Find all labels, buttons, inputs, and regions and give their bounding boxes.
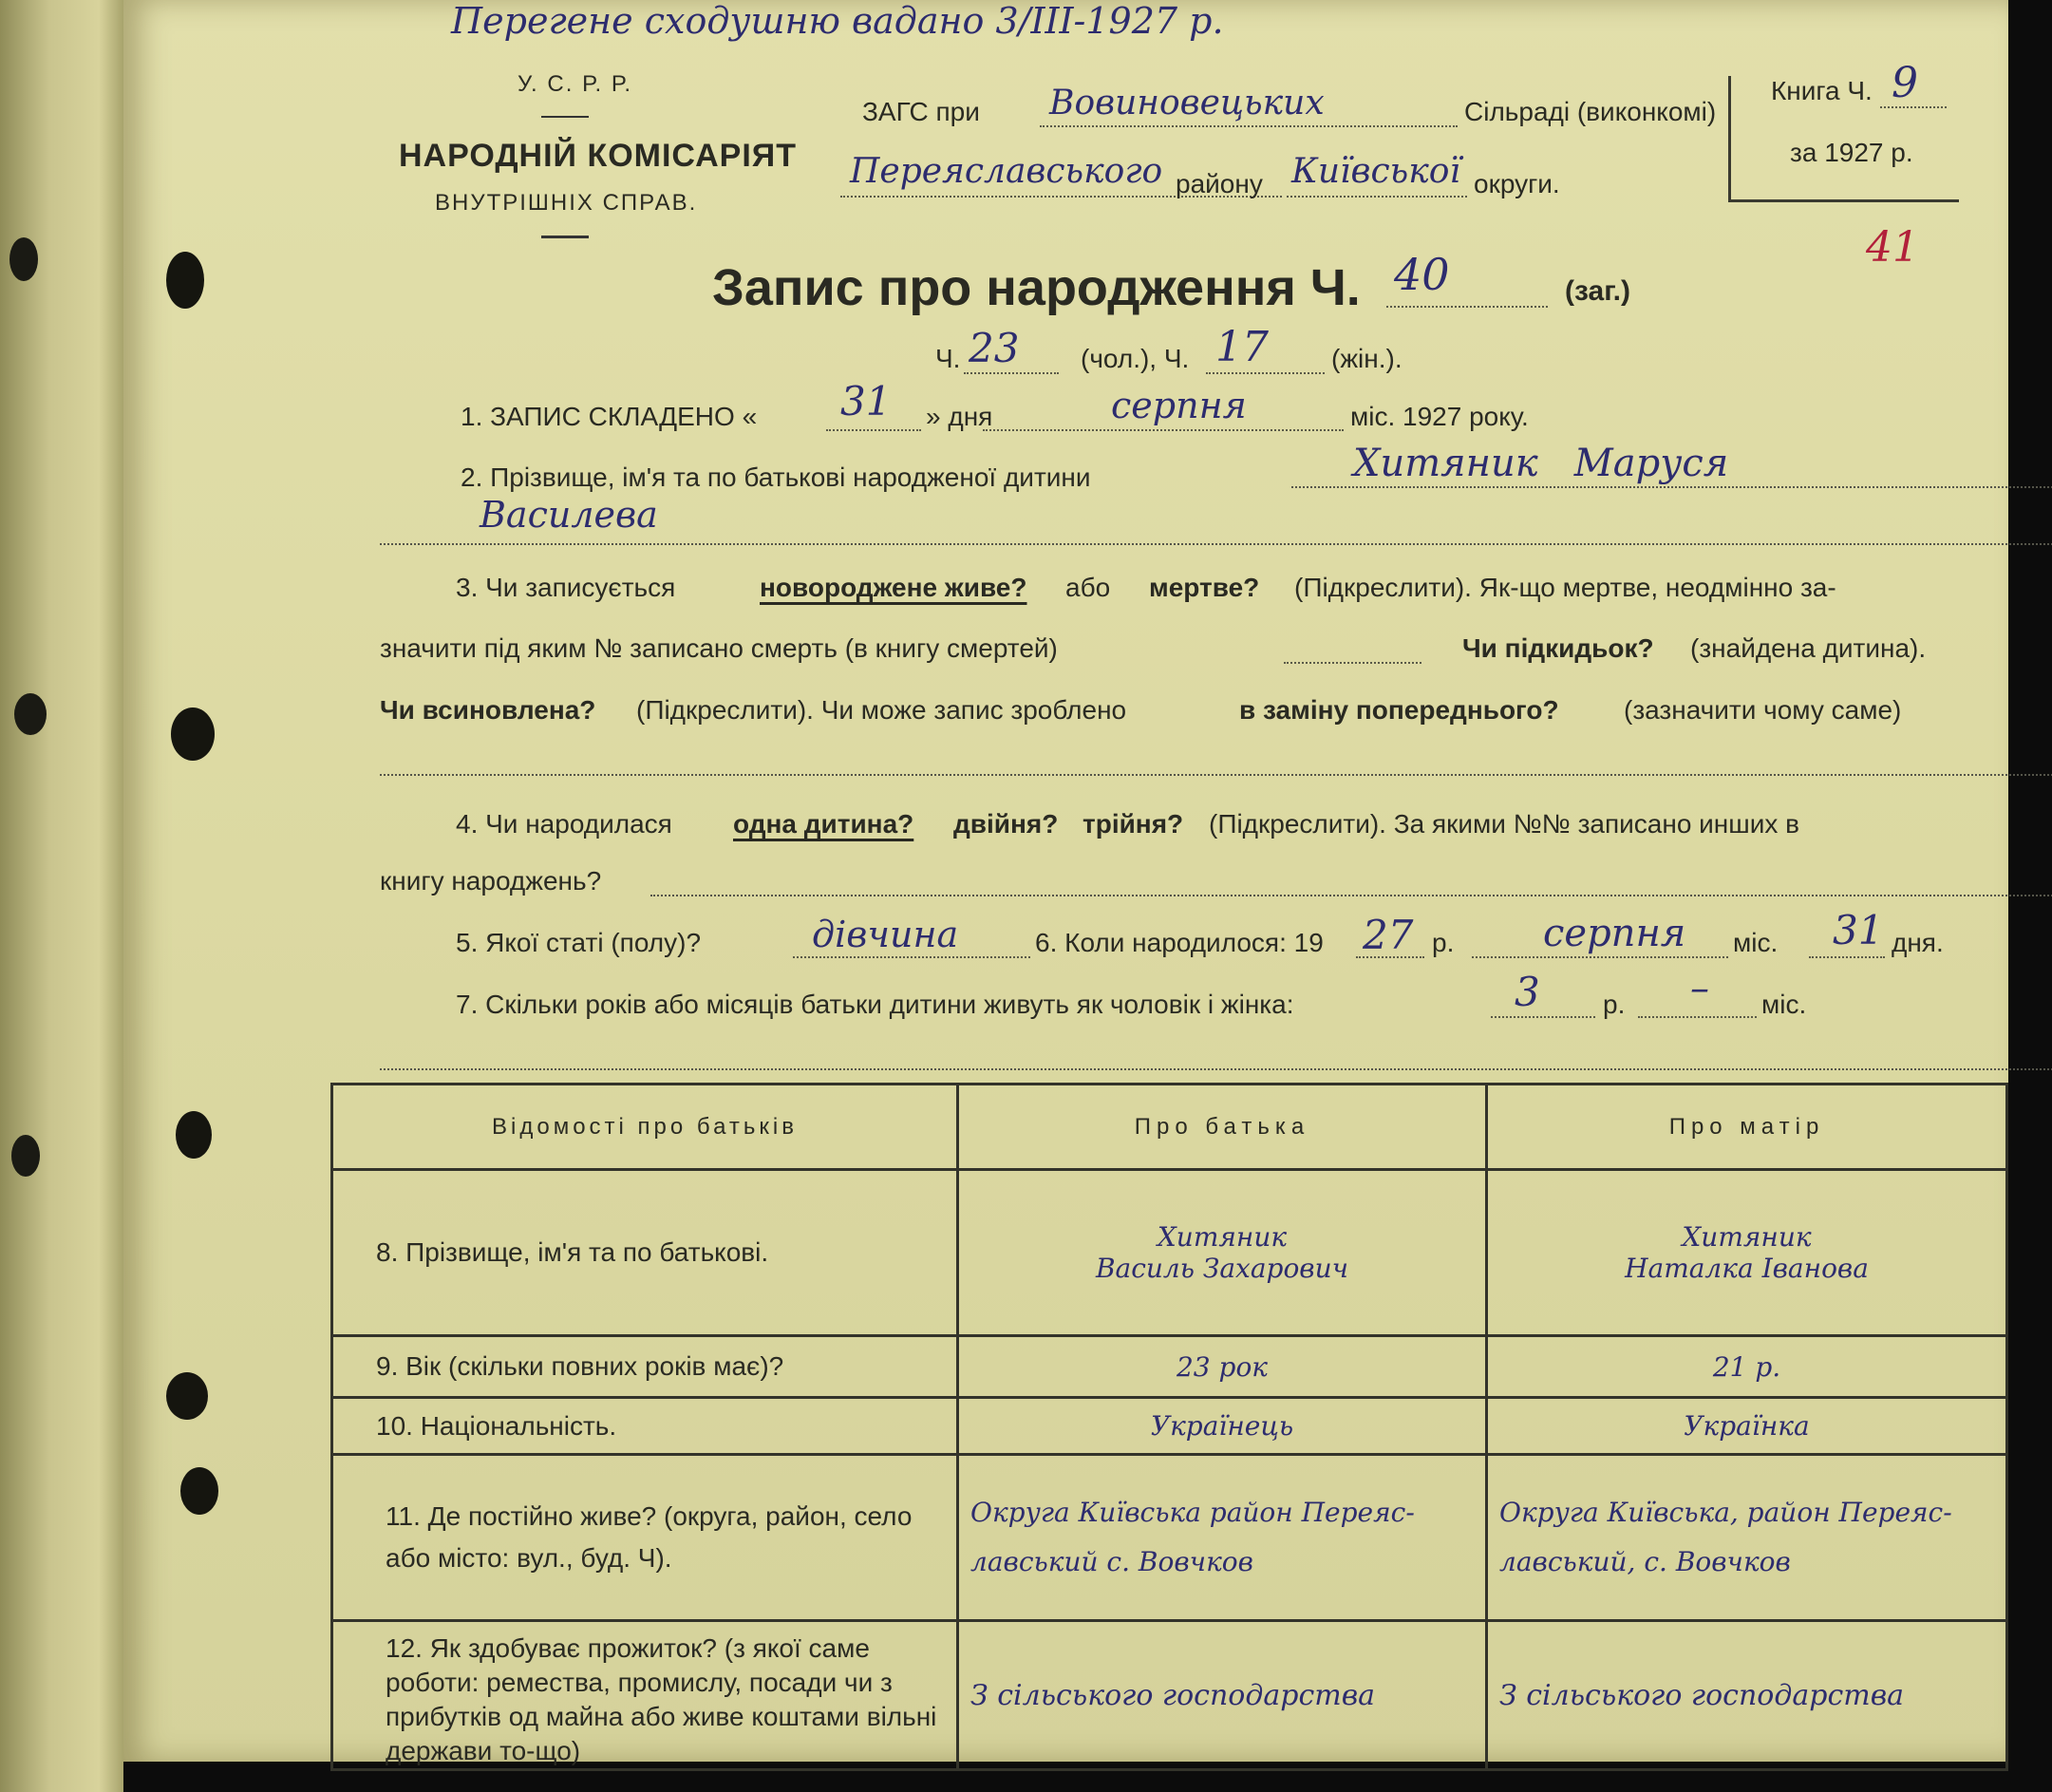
table-row	[332, 1170, 2007, 1336]
document-title: Запис про народження Ч.	[712, 259, 1361, 316]
punch-hole	[14, 693, 47, 735]
field-1-label: 1. ЗАПИС СКЛАДЕНО «	[461, 402, 758, 431]
zags-village-value: Вовиновецьких	[1049, 84, 1325, 123]
punch-hole	[176, 1111, 212, 1159]
table-row	[332, 1336, 2007, 1398]
zags-prefix: ЗАГС при	[862, 97, 980, 126]
male-label: (чол.), Ч.	[1081, 344, 1190, 373]
dotted-line	[380, 1068, 2052, 1070]
field-3-foundling-note: (знайдена дитина).	[1690, 633, 1927, 663]
punch-hole	[11, 1135, 40, 1177]
dotted-line	[1386, 306, 1548, 308]
field-3-text-b: (Підкреслити). Як-що мертве, неодмінно за-	[1294, 573, 1836, 602]
field-3-text-e: (зазначити чому саме)	[1624, 695, 1902, 725]
father-age: 23 рок	[958, 1336, 1487, 1398]
okruha-label: округи.	[1474, 169, 1560, 198]
father-nationality: Українець	[958, 1398, 1487, 1455]
mother-age: 21 р.	[1487, 1336, 2007, 1398]
female-number: 17	[1215, 323, 1269, 371]
commissariat-title: НАРОДНІЙ КОМІСАРІЯТ	[399, 138, 797, 174]
father-given-name: Василь Захарович	[1095, 1253, 1349, 1284]
field-7-years: 3	[1515, 969, 1540, 1015]
father-residence-line2: лавський с. Вовчков	[970, 1546, 1253, 1577]
red-number: 41	[1866, 223, 1919, 272]
dotted-line	[1206, 372, 1325, 374]
field-6-year: 27	[1363, 912, 1414, 958]
punch-hole	[171, 707, 215, 761]
table-header-row	[332, 1085, 2007, 1170]
field-6-r: р.	[1432, 928, 1455, 957]
district-value: Переяславського	[850, 152, 1163, 191]
dotted-line	[1472, 956, 1728, 958]
record-number: 40	[1394, 249, 1450, 300]
field-1-mid: » дня	[926, 402, 993, 431]
dotted-line	[1040, 125, 1458, 127]
punch-hole	[9, 237, 38, 281]
header-mother: Про матір	[1487, 1085, 2007, 1170]
book-label: Книга Ч.	[1771, 76, 1873, 105]
dotted-line	[983, 429, 1344, 431]
field-1-suffix: міс. 1927 року.	[1350, 402, 1529, 431]
header-info: Відомості про батьків	[332, 1085, 958, 1170]
field-5-label: 5. Якої статі (полу)?	[456, 928, 702, 957]
father-residence-line1: Округа Київська район Переяс-	[970, 1497, 1415, 1528]
mother-surname: Хитяник	[1682, 1221, 1812, 1253]
divider	[541, 116, 589, 118]
field-4-triplets: трійня?	[1082, 809, 1184, 839]
male-number: 23	[969, 325, 1020, 371]
row-label: 10. Національність.	[332, 1398, 958, 1455]
mother-occupation: З сільського господарства	[1487, 1621, 2007, 1770]
zags-suffix: Сільраді (виконкомі)	[1464, 97, 1717, 126]
field-7-r: р.	[1603, 990, 1626, 1019]
field-3-or: або	[1065, 573, 1111, 602]
mother-residence-line2: лавський, с. Вовчков	[1499, 1546, 1791, 1577]
punch-hole	[166, 252, 204, 309]
district-label: району	[1176, 169, 1263, 198]
field-4-text-b: (Підкреслити). За якими №№ записано инших в	[1209, 809, 1800, 839]
header-father: Про батька	[958, 1085, 1487, 1170]
row-label: 12. Як здобуває прожиток? (з якої саме роботи: ремества, промислу, посади чи з прибутків од майна або живе коштами вільні держави то-що)	[332, 1621, 958, 1770]
field-6-day: 31	[1833, 907, 1884, 953]
table-row	[332, 1398, 2007, 1455]
dotted-line	[650, 895, 2052, 896]
field-7-months: –	[1690, 967, 1709, 1010]
dotted-line	[1287, 196, 1467, 198]
field-4-intro: 4. Чи народилася	[456, 809, 672, 839]
dotted-line	[964, 372, 1059, 374]
field-4-twins: двійня?	[953, 809, 1059, 839]
field-2-label: 2. Прізвище, ім'я та по батькові народженої дитини	[461, 462, 1091, 492]
female-label: (жін.).	[1331, 344, 1403, 373]
field-6-label: 6. Коли народилося: 19	[1035, 928, 1324, 957]
father-name-cell	[958, 1170, 1487, 1336]
dotted-line	[826, 429, 921, 431]
father-residence-cell	[958, 1455, 1487, 1621]
field-7-mis: міс.	[1761, 990, 1807, 1019]
field-6-dnya: дня.	[1892, 928, 1944, 957]
internal-affairs-label: ВНУТРІШНІХ СПРАВ.	[435, 190, 698, 216]
field-1-day: 31	[840, 378, 892, 424]
field-3-intro: 3. Чи записується	[456, 573, 676, 602]
okruha-value: Київської	[1291, 152, 1460, 191]
mother-nationality: Українка	[1487, 1398, 2007, 1455]
top-handwritten-note: Перегене сходушню вадано 3/ІІІ-1927 р.	[451, 0, 1224, 42]
dotted-line	[1809, 956, 1885, 958]
mother-residence-line1: Округа Київська, район Переяс-	[1499, 1497, 1952, 1528]
field-6-mis: міс.	[1733, 928, 1779, 957]
dotted-line	[1880, 106, 1947, 108]
dotted-line	[1491, 1016, 1595, 1018]
field-3-replace: в заміну попереднього?	[1239, 695, 1559, 725]
field-7-label: 7. Скільки років або місяців батьки дитини живуть як чоловік і жінка:	[456, 990, 1294, 1019]
dotted-line	[1284, 662, 1421, 664]
mother-given-name: Наталка Іванова	[1625, 1253, 1869, 1284]
field-4-text-c: книгу народжень?	[380, 866, 602, 896]
divider	[541, 236, 589, 238]
book-year: за 1927 р.	[1790, 138, 1913, 167]
row-label: 8. Прізвище, ім'я та по батькові.	[332, 1170, 958, 1336]
field-3-alive: новороджене живе?	[760, 573, 1027, 602]
book-number: 9	[1892, 59, 1918, 107]
field-3-text-d: (Підкреслити). Чи може запис зроблено	[636, 695, 1127, 725]
dotted-line	[1638, 1016, 1757, 1018]
field-3-adopted: Чи всиновлена?	[380, 695, 596, 725]
dotted-line	[380, 774, 2052, 776]
field-3-foundling: Чи підкидьок?	[1462, 633, 1654, 663]
father-occupation: З сільського господарства	[958, 1621, 1487, 1770]
table-row	[332, 1621, 2007, 1770]
father-surname: Хитяник	[1157, 1221, 1288, 1253]
field-3-text-c: значити під яким № записано смерть (в книгу смертей)	[380, 633, 1058, 663]
table-row	[332, 1455, 2007, 1621]
dotted-line	[1356, 956, 1424, 958]
punch-hole	[180, 1467, 218, 1515]
field-4-one: одна дитина?	[733, 809, 914, 839]
dotted-line	[793, 956, 1030, 958]
field-2-value-line2: Василева	[480, 494, 658, 536]
field-5-value: дівчина	[812, 914, 959, 955]
row-label: 11. Де постійно живе? (округа, район, село або місто: вул., буд. Ч).	[332, 1455, 958, 1621]
dotted-line	[380, 543, 2052, 545]
row-label: 9. Вік (скільки повних років має)?	[332, 1336, 958, 1398]
mother-residence-cell	[1487, 1455, 2007, 1621]
male-prefix: Ч.	[935, 344, 961, 373]
ussr-label: У. С. Р. Р.	[518, 71, 633, 97]
left-page-edge	[0, 0, 123, 1792]
dotted-line	[1291, 486, 2052, 488]
field-2-value: Хитяник Маруся	[1353, 442, 1729, 485]
field-1-month: серпня	[1111, 385, 1247, 426]
mother-name-cell	[1487, 1170, 2007, 1336]
punch-hole	[166, 1372, 208, 1420]
title-suffix: (заг.)	[1565, 275, 1631, 307]
field-3-dead: мертве?	[1149, 573, 1260, 602]
parents-table	[330, 1083, 2008, 1771]
field-6-month: серпня	[1543, 912, 1686, 955]
